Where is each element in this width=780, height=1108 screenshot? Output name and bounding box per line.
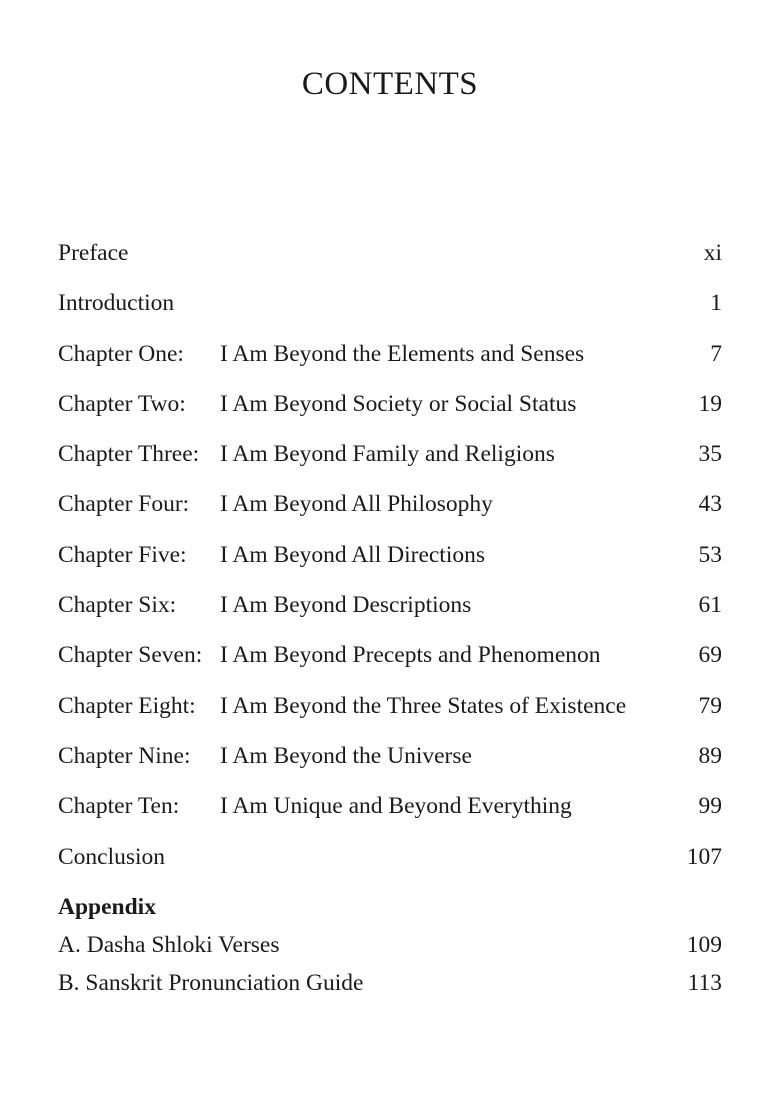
toc-entry-chapter-eight (58, 689, 722, 739)
toc-entry-label: Preface (58, 240, 129, 266)
appendix-entry-page: 109 (686, 932, 722, 958)
toc-entry-page: 19 (698, 390, 722, 417)
appendix-entry-page: 113 (687, 970, 722, 996)
toc-entry-page: 89 (698, 742, 722, 769)
toc-entry-label: Chapter Six: (58, 592, 177, 619)
table-of-contents (58, 236, 722, 890)
appendix-section (58, 890, 722, 1004)
toc-entry-chapter-nine (58, 739, 722, 789)
toc-entry-label: Chapter Seven: (58, 642, 203, 669)
toc-entry-chapter-seven (58, 638, 722, 688)
toc-entry-conclusion (58, 840, 722, 890)
toc-entry-label: Chapter Two: (58, 390, 186, 417)
toc-entry-title: I Am Beyond All Directions (220, 541, 486, 568)
toc-entry-chapter-six (58, 588, 722, 638)
appendix-heading: Appendix (58, 894, 156, 920)
appendix-entry-label: B. Sanskrit Pronunciation Guide (58, 970, 364, 996)
toc-entry-page: 43 (698, 491, 722, 518)
toc-entry-page: 53 (698, 541, 722, 568)
toc-entry-preface (58, 236, 722, 286)
appendix-list (58, 928, 722, 1004)
toc-entry-label: Conclusion (58, 843, 166, 870)
toc-entry-chapter-ten (58, 789, 722, 839)
toc-entry-page: 35 (698, 441, 722, 468)
appendix-entry-b (58, 966, 722, 1004)
toc-entry-page: 107 (686, 843, 722, 870)
toc-entry-introduction (58, 286, 722, 336)
toc-entry-label: Chapter Four: (58, 491, 190, 518)
toc-entry-page: 69 (698, 642, 722, 669)
toc-entry-page: 1 (710, 290, 722, 317)
toc-entry-title: I Am Beyond the Universe (220, 742, 472, 769)
toc-entry-chapter-three (58, 437, 722, 487)
toc-entry-label: Chapter One: (58, 340, 184, 367)
toc-entry-chapter-four (58, 487, 722, 537)
toc-entry-page: 61 (698, 592, 722, 619)
toc-entry-chapter-five (58, 538, 722, 588)
appendix-entry-label: A. Dasha Shloki Verses (58, 932, 280, 958)
page-title: CONTENTS (301, 66, 479, 102)
toc-entry-label: Chapter Ten: (58, 793, 180, 820)
toc-entry-title: I Am Beyond Society or Social Status (220, 390, 577, 417)
toc-entry-title: I Am Beyond All Philosophy (220, 491, 493, 518)
toc-entry-title: I Am Beyond the Elements and Senses (220, 340, 585, 367)
toc-entry-label: Chapter Nine: (58, 742, 191, 769)
toc-entry-title: I Am Beyond the Three States of Existence (220, 692, 627, 719)
toc-entry-label: Chapter Five: (58, 541, 187, 568)
toc-entry-chapter-two (58, 387, 722, 437)
toc-entry-title: I Am Beyond Precepts and Phenomenon (220, 642, 601, 669)
toc-entry-page: xi (703, 240, 722, 266)
toc-entry-label: Introduction (58, 290, 175, 317)
toc-entry-page: 79 (698, 692, 722, 719)
appendix-entry-a (58, 928, 722, 966)
toc-entry-chapter-one (58, 337, 722, 387)
toc-entry-title: I Am Unique and Beyond Everything (220, 793, 572, 820)
toc-entry-page: 7 (710, 340, 722, 367)
toc-entry-page: 99 (698, 793, 722, 820)
toc-entry-title: I Am Beyond Descriptions (220, 592, 472, 619)
toc-entry-label: Chapter Three: (58, 441, 200, 468)
toc-entry-label: Chapter Eight: (58, 692, 196, 719)
toc-entry-title: I Am Beyond Family and Religions (220, 441, 555, 468)
